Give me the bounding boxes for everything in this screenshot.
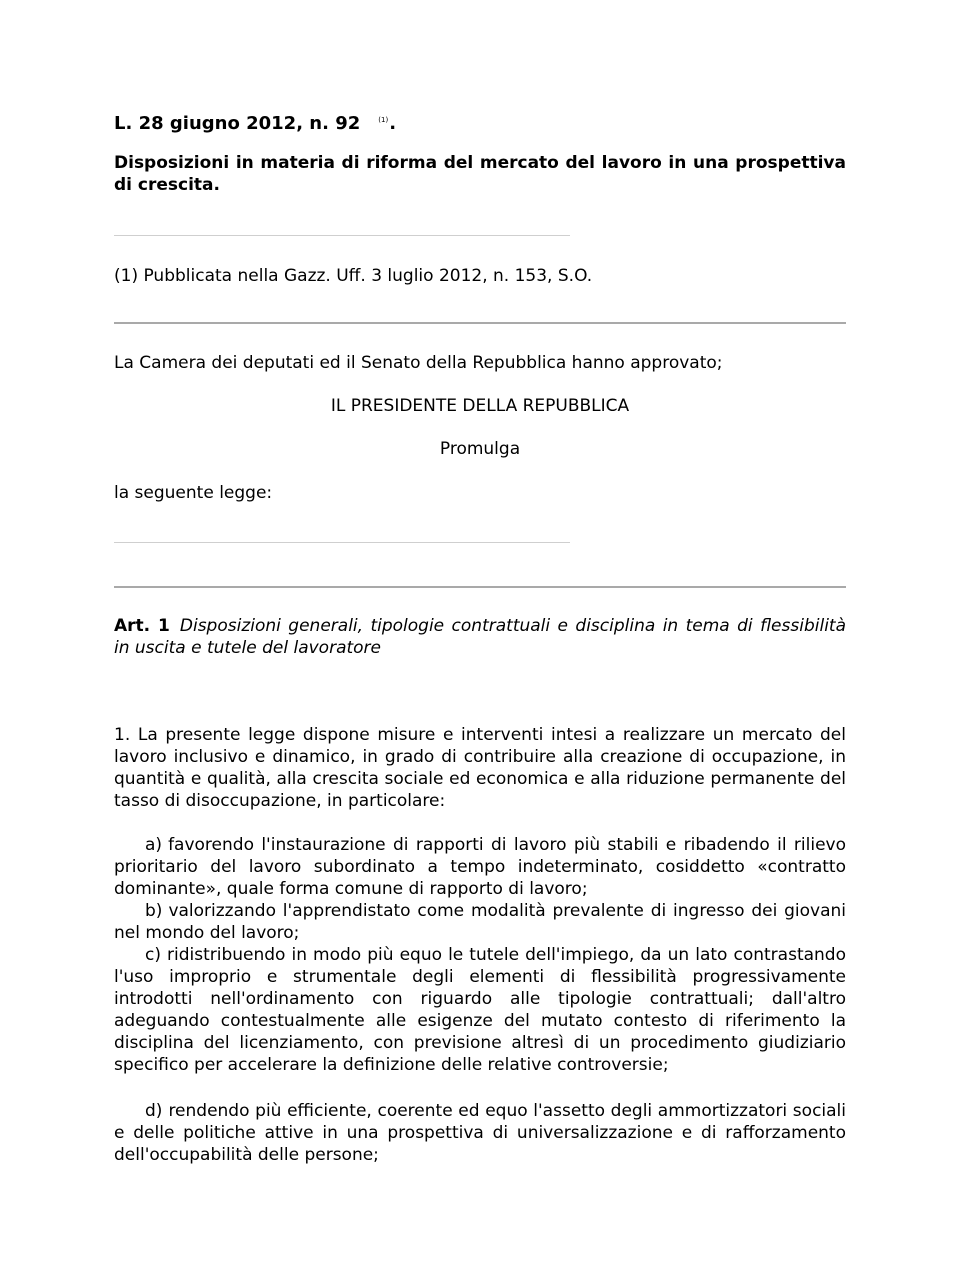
preamble-separator xyxy=(114,542,570,543)
footnote-marker[interactable]: (1) xyxy=(378,116,389,124)
footnote-separator xyxy=(114,235,570,236)
list-item-d xyxy=(114,1100,846,1166)
article-paragraph-1: 1. La presente legge dispone misure e interventi intesi a realizzare un mercato del lavoro inclusivo e dinamico, in grado di contribuire alla creazione di occupazione, in quantità e qualità, alla crescita sociale ed economica e alla riduzione permanente del tasso di disoccupazione, in particolare: xyxy=(114,725,846,811)
article-title: Disposizioni generali, tipologie contrattuali e disciplina in tema di flessibilità in uscita e tutele del lavoratore xyxy=(114,616,846,658)
list-item-b xyxy=(114,900,846,944)
list-item-a xyxy=(114,834,846,900)
law-reference xyxy=(114,108,396,136)
article-divider xyxy=(114,586,846,588)
list-item-letter: c) xyxy=(145,945,161,965)
list-item-letter: b) xyxy=(145,901,163,921)
footnote-text: (1) Pubblicata nella Gazz. Uff. 3 luglio 2012, n. 153, S.O. xyxy=(114,266,593,286)
following-law-intro: la seguente legge: xyxy=(114,483,273,503)
list-item-letter: a) xyxy=(145,835,163,855)
law-title: Disposizioni in materia di riforma del mercato del lavoro in una prospettiva di crescita. xyxy=(114,153,846,195)
article-heading xyxy=(114,615,846,659)
list-item-text: favorendo l'instaurazione di rapporti di lavoro più stabili e ribadendo il rilievo prioritario del lavoro subordinato a tempo indeterminato, cosiddetto «contratto dominante», quale forma comune di rapporto di lavoro; xyxy=(114,835,846,899)
article-number: Art. 1 xyxy=(114,616,170,636)
promulgation-word: Promulga xyxy=(439,439,521,459)
president-heading: IL PRESIDENTE DELLA REPUBBLICA xyxy=(330,396,630,416)
list-item-text: rendendo più efficiente, coerente ed equo l'assetto degli ammortizzatori sociali e delle politiche attive in una prospettiva di universalizzazione e di rafforzamento dell'occupabilità delle persone; xyxy=(114,1101,846,1165)
section-divider xyxy=(114,322,846,324)
list-item-text: valorizzando l'apprendistato come modalità prevalente di ingresso dei giovani nel mondo del lavoro; xyxy=(114,901,846,943)
list-item-c xyxy=(114,944,846,1076)
approval-statement: La Camera dei deputati ed il Senato della Repubblica hanno approvato; xyxy=(114,353,723,373)
law-reference-text: L. 28 giugno 2012, n. 92 xyxy=(114,113,361,134)
list-item-letter: d) xyxy=(145,1101,163,1121)
list-item-text: ridistribuendo in modo più equo le tutele dell'impiego, da un lato contrastando l'uso improprio e strumentale degli elementi di flessibilità progressivamente introdotti nell'ordinamento con riguardo alle tipologie contrattuali; dall'altro adeguando contestualmente alle esigenze del mutato contesto di riferimento la disciplina del licenziamento, con previsione altresì di un procedimento giudiziario specifico per accelerare la definizione delle relative controversie; xyxy=(114,945,846,1075)
law-reference-period: . xyxy=(389,113,397,134)
